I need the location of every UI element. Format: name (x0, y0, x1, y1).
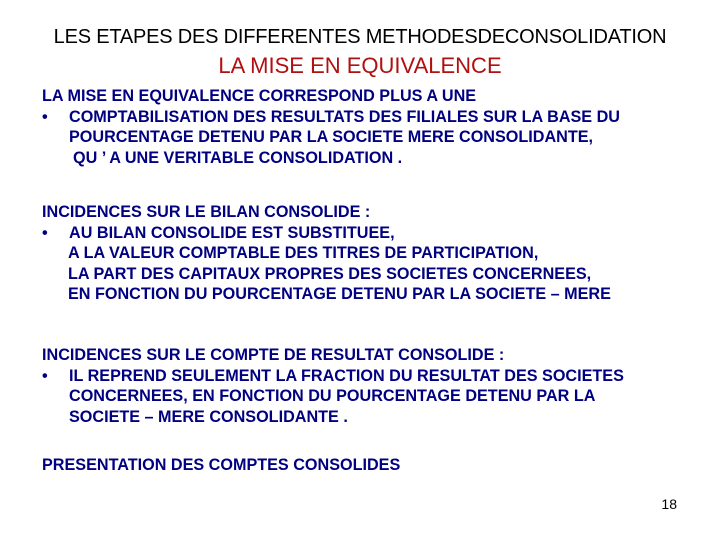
bullet-text-line: POURCENTAGE DETENU PAR LA SOCIETE MERE CONSOLIDANTE, (69, 128, 594, 146)
bullet-text-line: AU BILAN CONSOLIDE EST SUBSTITUEE, (69, 223, 395, 242)
bullet-icon: • (42, 366, 48, 385)
bullet-text-line: IL REPREND SEULEMENT LA FRACTION DU RESULTAT DES SOCIETES (69, 366, 624, 385)
section-incidences-compte-resultat (42, 345, 624, 427)
section-heading: INCIDENCES SUR LE BILAN CONSOLIDE : (42, 203, 371, 221)
bullet-item (42, 223, 611, 244)
bullet-text-line: A LA VALEUR COMPTABLE DES TITRES DE PARTICIPATION, (68, 244, 539, 262)
bullet-text-line: QU ’ A UNE VERITABLE CONSOLIDATION . (73, 148, 403, 167)
bullet-item (42, 107, 620, 128)
bullet-icon: • (42, 223, 48, 242)
bullet-text-line: SOCIETE – MERE CONSOLIDANTE . (69, 407, 348, 426)
section-heading: INCIDENCES SUR LE COMPTE DE RESULTAT CONSOLIDE : (42, 346, 505, 364)
section-incidences-bilan (42, 202, 611, 305)
bullet-text-line: COMPTABILISATION DES RESULTATS DES FILIALES SUR LA BASE DU (69, 107, 620, 126)
bullet-text-line: CONCERNEES, EN FONCTION DU POURCENTAGE DETENU PAR LA (69, 387, 596, 405)
bullet-text-line: EN FONCTION DU POURCENTAGE DETENU PAR LA SOCIETE – MERE (68, 285, 611, 303)
section-heading: PRESENTATION DES COMPTES CONSOLIDES (42, 456, 401, 474)
bullet-item (42, 366, 624, 387)
slide-subtitle: LA MISE EN EQUIVALENCE (218, 53, 502, 78)
bullet-icon: • (42, 107, 48, 126)
bullet-text-line: LA PART DES CAPITAUX PROPRES DES SOCIETES CONCERNEES, (68, 264, 592, 283)
section-heading: LA MISE EN EQUIVALENCE CORRESPOND PLUS A UNE (42, 87, 477, 105)
section-mise-en-equivalence (42, 86, 620, 168)
section-presentation-comptes (42, 455, 400, 476)
slide-title: LES ETAPES DES DIFFERENTES METHODESDECONSOLIDATION (53, 26, 667, 48)
page-number: 18 (661, 496, 677, 512)
